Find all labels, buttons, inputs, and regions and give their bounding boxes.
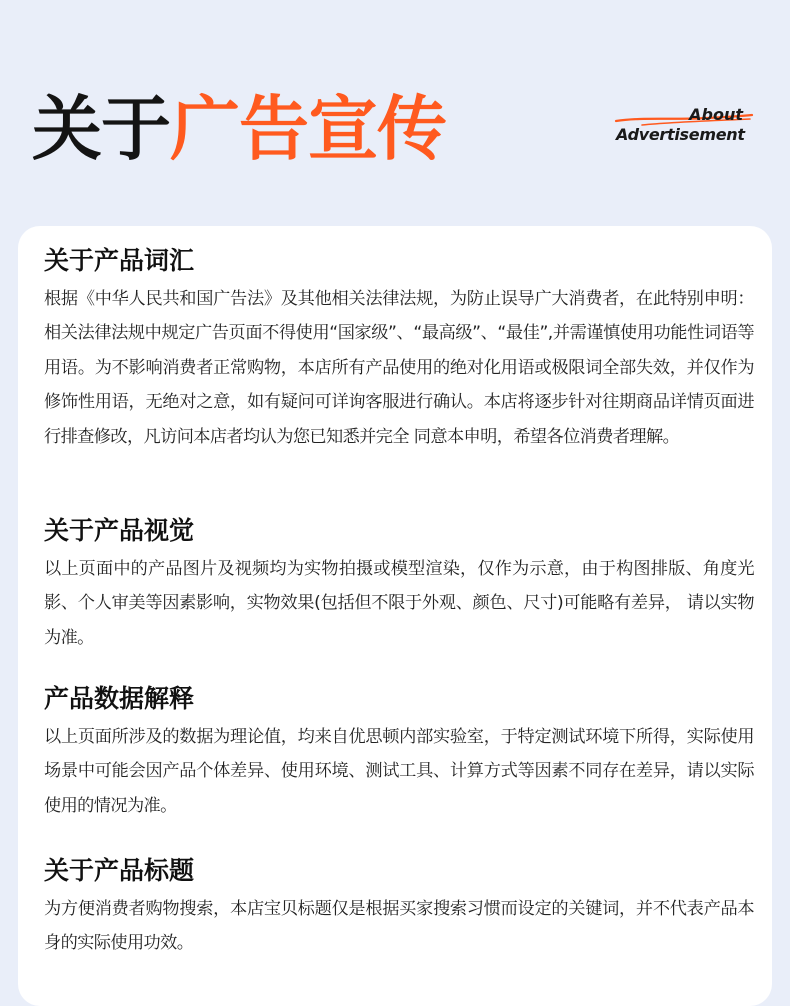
section-product-visuals [44, 516, 754, 655]
section-heading: 关于产品视觉 [44, 516, 195, 545]
about-advertisement-logo [612, 103, 757, 148]
brand-advertisement-text: Advertisement [616, 125, 745, 144]
section-product-data [44, 684, 754, 823]
page-title-accent: 广告宣传 [170, 88, 446, 170]
section-body: 为方便消费者购物搜索，本店宝贝标题仅是根据买家搜索习惯而设定的关键词，并不代表产品本身的实际使用功效。 [44, 899, 754, 954]
page-title-prefix: 关于 [32, 88, 170, 170]
disclaimer-card [18, 226, 772, 1006]
section-heading: 产品数据解释 [44, 684, 195, 713]
section-heading: 关于产品词汇 [44, 246, 195, 275]
section-body: 根据《中华人民共和国广告法》及其他相关法律法规，为防止误导广大消费者，在此特别申明：相关法律法规中规定广告页面不得使用“国家级”、“最高级”、“最佳”,并需谨慎使用功能性词语等用语。为不影响消费者正常购物，本店所有产品使用的绝对化用语或极限词全部失效，并仅作为修饰性用语，无绝对之意，如有疑问可详询客服进行确认。本店将逐步针对往期商品详情页面进行排查修改，凡访问本店者均认为您已知悉并完全 同意本申明，希望各位消费者理解。 [44, 289, 754, 447]
brand-about-text: About [689, 105, 743, 124]
section-product-title [44, 856, 754, 961]
section-body: 以上页面中的产品图片及视频均为实物拍摄或模型渲染，仅作为示意，由于构图排版、角度光影、个人审美等因素影响，实物效果(包括但不限于外观、颜色、尺寸)可能略有差异， 请以实物为准。 [44, 559, 754, 648]
section-body: 以上页面所涉及的数据为理论值，均来自优思顿内部实验室，于特定测试环境下所得，实际使用场景中可能会因产品个体差异、使用环境、测试工具、计算方式等因素不同存在差异，请以实际使用的情况为准。 [44, 727, 754, 816]
section-heading: 关于产品标题 [44, 856, 195, 885]
section-product-terms [44, 246, 754, 454]
page-header [0, 0, 790, 226]
page-title [32, 88, 446, 170]
